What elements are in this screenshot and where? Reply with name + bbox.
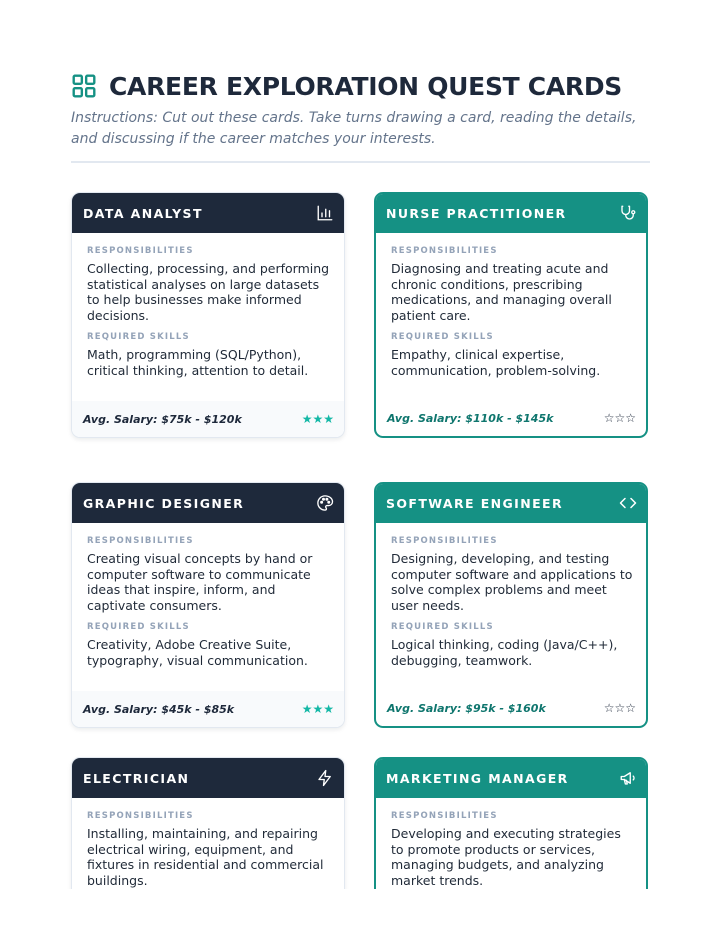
- card-header: [375, 483, 647, 523]
- card-body: [376, 233, 646, 378]
- skills-label: REQUIRED SKILLS: [87, 622, 190, 632]
- grid-icon: [71, 73, 97, 99]
- responsibilities-text: Collecting, processing, and performing statistical analyses on large datasets to help businesses make informed decisions.: [87, 261, 330, 323]
- card-title: MARKETING MANAGER: [386, 770, 569, 786]
- stars-empty: ☆☆☆: [603, 701, 636, 715]
- responsibilities-label: RESPONSIBILITIES: [391, 536, 498, 546]
- card-footer: [376, 690, 646, 726]
- stars-filled: ★★★: [301, 412, 334, 426]
- title-row: [71, 70, 651, 102]
- page-header: [71, 70, 651, 150]
- card-body: [72, 798, 344, 888]
- responsibilities-label: RESPONSIBILITIES: [87, 536, 194, 546]
- salary-text: Avg. Salary: $75k - $120k: [83, 412, 242, 426]
- salary-text: Avg. Salary: $45k - $85k: [83, 702, 235, 716]
- page-title: CAREER EXPLORATION QUEST CARDS: [109, 71, 623, 101]
- skills-label: REQUIRED SKILLS: [391, 622, 494, 632]
- star-rating: [604, 702, 636, 714]
- card-header: [72, 483, 344, 523]
- card-header: [375, 193, 647, 233]
- card-footer: [72, 691, 344, 727]
- palette-icon: [316, 494, 334, 512]
- code-icon: [619, 494, 637, 512]
- card-footer: [72, 401, 344, 437]
- stethoscope-icon: [619, 204, 637, 222]
- page-bottom-margin: [0, 889, 720, 932]
- card-body: [376, 523, 646, 668]
- card-footer: [376, 400, 646, 436]
- card-header: [375, 758, 647, 798]
- responsibilities-label: RESPONSIBILITIES: [87, 246, 194, 256]
- megaphone-icon: [619, 769, 637, 787]
- skills-text: Logical thinking, coding (Java/C++), debugging, teamwork.: [391, 637, 618, 668]
- skills-label: REQUIRED SKILLS: [391, 332, 494, 342]
- card-header: [72, 758, 344, 798]
- star-rating: [302, 413, 334, 425]
- card-title: NURSE PRACTITIONER: [386, 205, 567, 221]
- stars-filled: ★★★: [301, 702, 334, 716]
- responsibilities-label: RESPONSIBILITIES: [391, 246, 498, 256]
- career-card-data-analyst[interactable]: [71, 192, 345, 438]
- instructions-text: Instructions: Cut out these cards. Take turns drawing a card, reading the details, and discussing if the career matches your interests.: [71, 110, 637, 147]
- career-card-nurse-practitioner[interactable]: [374, 192, 648, 438]
- card-body: [376, 798, 646, 888]
- header-divider: [71, 161, 650, 163]
- responsibilities-label: RESPONSIBILITIES: [87, 811, 194, 821]
- responsibilities-text: Diagnosing and treating acute and chronic conditions, prescribing medications, and managing overall patient care.: [391, 261, 612, 323]
- salary-text: Avg. Salary: $95k - $160k: [387, 701, 546, 715]
- salary-text: Avg. Salary: $110k - $145k: [387, 411, 554, 425]
- responsibilities-text: Installing, maintaining, and repairing electrical wiring, equipment, and fixtures in residential and commercial buildings.: [87, 826, 324, 888]
- stars-empty: ☆☆☆: [603, 411, 636, 425]
- bar-chart-icon: [316, 204, 334, 222]
- star-rating: [604, 412, 636, 424]
- lightning-icon: [316, 769, 334, 787]
- card-title: ELECTRICIAN: [83, 770, 190, 786]
- responsibilities-text: Designing, developing, and testing computer software and applications to solve complex problems and meet user needs.: [391, 551, 633, 613]
- card-header: [72, 193, 344, 233]
- responsibilities-text: Creating visual concepts by hand or computer software to communicate ideas that inspire, inform, and captivate consumers.: [87, 551, 313, 613]
- card-title: SOFTWARE ENGINEER: [386, 495, 563, 511]
- skills-text: Empathy, clinical expertise, communication, problem-solving.: [391, 347, 601, 378]
- responsibilities-text: Developing and executing strategies to promote products or services, managing budgets, and analyzing market trends.: [391, 826, 621, 888]
- card-body: [72, 523, 344, 668]
- skills-label: REQUIRED SKILLS: [87, 332, 190, 342]
- skills-text: Math, programming (SQL/Python), critical thinking, attention to detail.: [87, 347, 309, 378]
- card-title: DATA ANALYST: [83, 205, 203, 221]
- career-card-graphic-designer[interactable]: [71, 482, 345, 728]
- responsibilities-label: RESPONSIBILITIES: [391, 811, 498, 821]
- career-card-software-engineer[interactable]: [374, 482, 648, 728]
- skills-text: Creativity, Adobe Creative Suite, typography, visual communication.: [87, 637, 308, 668]
- card-title: GRAPHIC DESIGNER: [83, 495, 245, 511]
- star-rating: [302, 703, 334, 715]
- card-body: [72, 233, 344, 378]
